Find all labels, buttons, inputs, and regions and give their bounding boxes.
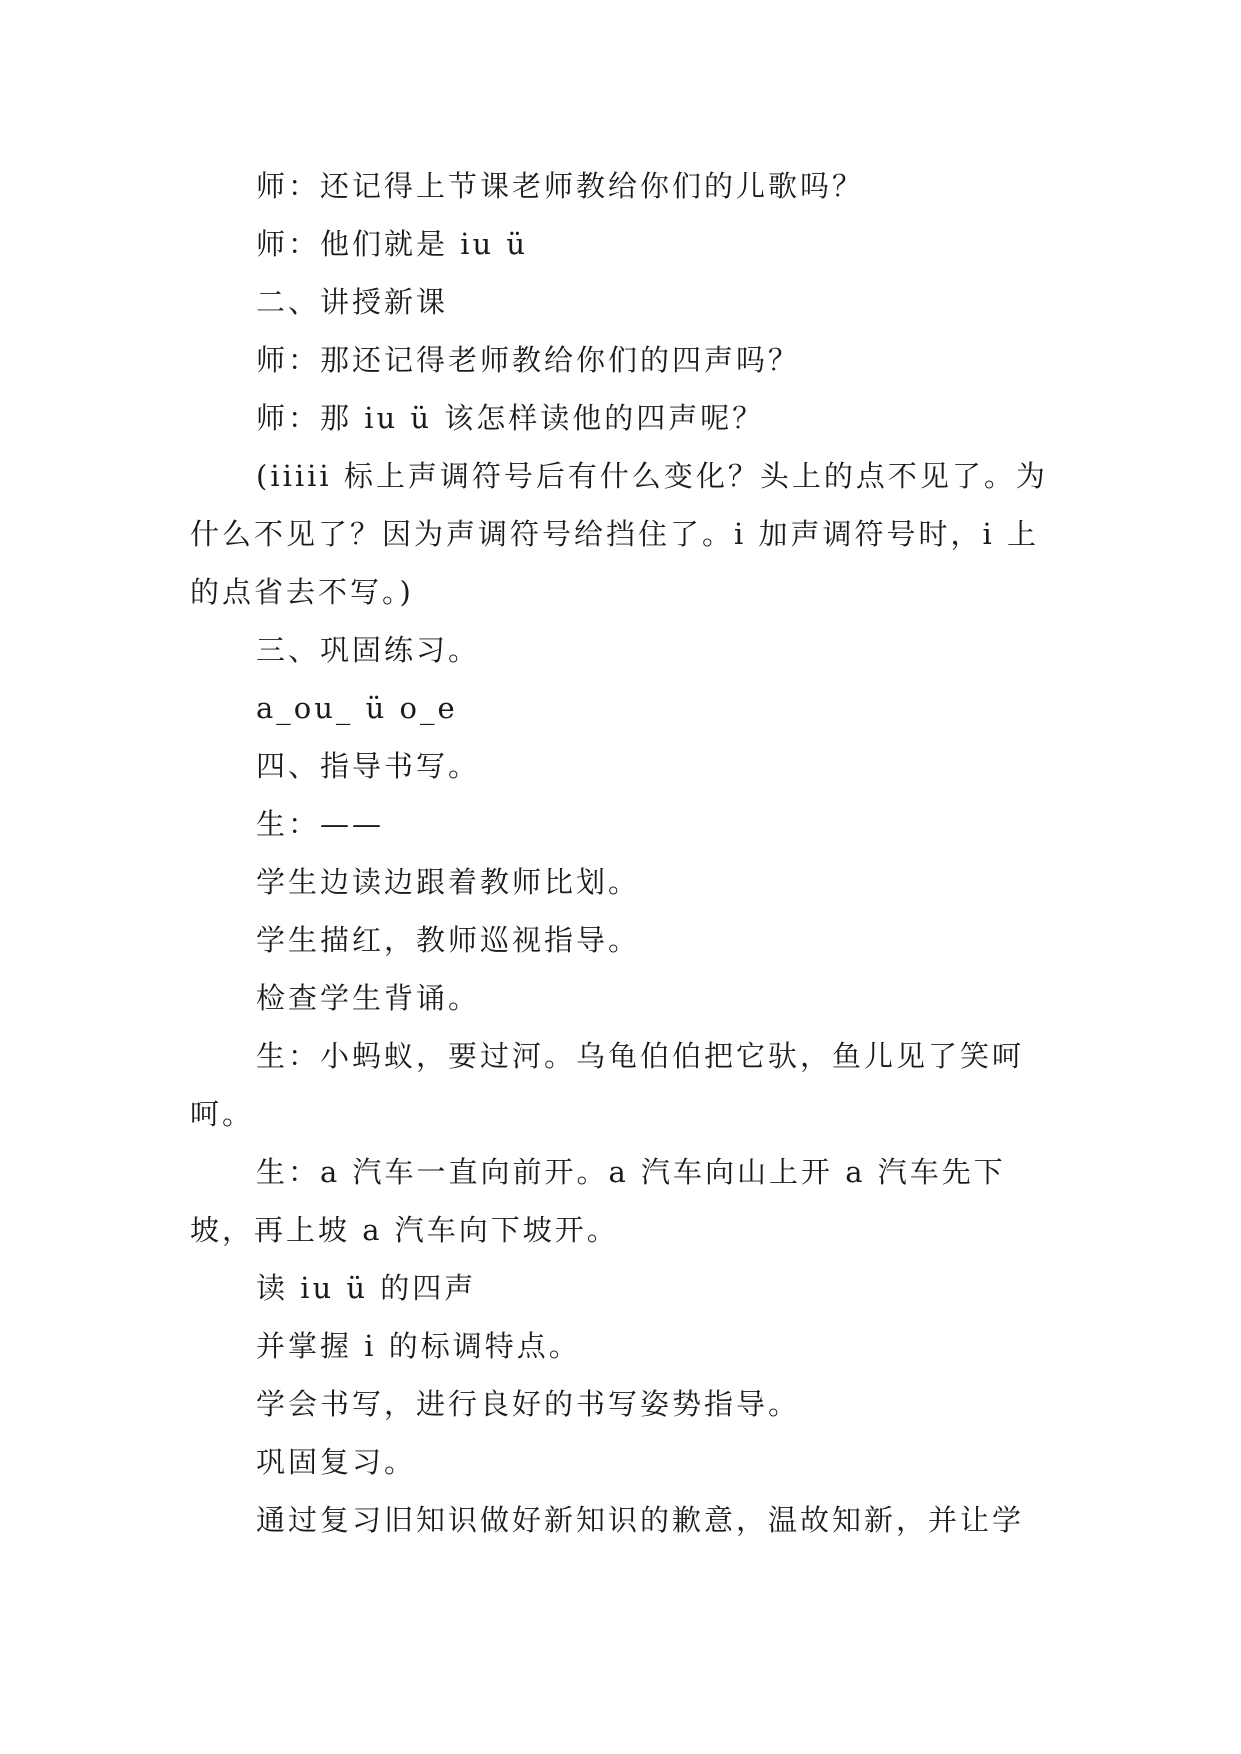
paragraph: 巩固复习。 — [256, 1445, 417, 1479]
section-heading: 四、指导书写。 — [256, 749, 481, 783]
paragraph: 并掌握 i 的标调特点。 — [256, 1329, 581, 1363]
paragraph: 师：还记得上节课老师教给你们的儿歌吗？ — [256, 169, 865, 203]
paragraph: 生：小蚂蚁，要过河。乌龟伯伯把它驮，鱼儿见了笑呵呵。 — [190, 1039, 1025, 1131]
paragraph: 学生边读边跟着教师比划。 — [256, 865, 641, 899]
section-heading: 二、讲授新课 — [256, 285, 449, 319]
document-body — [190, 157, 1060, 1549]
section-heading: 三、巩固练习。 — [256, 633, 481, 667]
paragraph: 生：a 汽车一直向前开。a 汽车向山上开 a 汽车先下坡，再上坡 a 汽车向下坡开。 — [190, 1155, 1006, 1247]
paragraph: 学会书写，进行良好的书写姿势指导。 — [256, 1387, 801, 1421]
paragraph: (iiiii 标上声调符号后有什么变化？头上的点不见了。为什么不见了？因为声调符号给挡住了。i 加声调符号时，i 上的点省去不写。) — [190, 459, 1048, 609]
paragraph: 师：那还记得老师教给你们的四声吗？ — [256, 343, 801, 377]
paragraph: a_ou_ ü o_e — [256, 691, 458, 725]
paragraph: 生：—— — [256, 807, 385, 841]
paragraph: 通过复习旧知识做好新知识的歉意，温故知新，并让学 — [256, 1503, 1025, 1537]
paragraph: 师：那 iu ü 该怎样读他的四声呢？ — [256, 401, 765, 435]
paragraph: 学生描红，教师巡视指导。 — [256, 923, 641, 957]
paragraph: 读 iu ü 的四声 — [256, 1271, 477, 1305]
paragraph: 检查学生背诵。 — [256, 981, 481, 1015]
paragraph: 师：他们就是 iu ü — [256, 227, 529, 261]
